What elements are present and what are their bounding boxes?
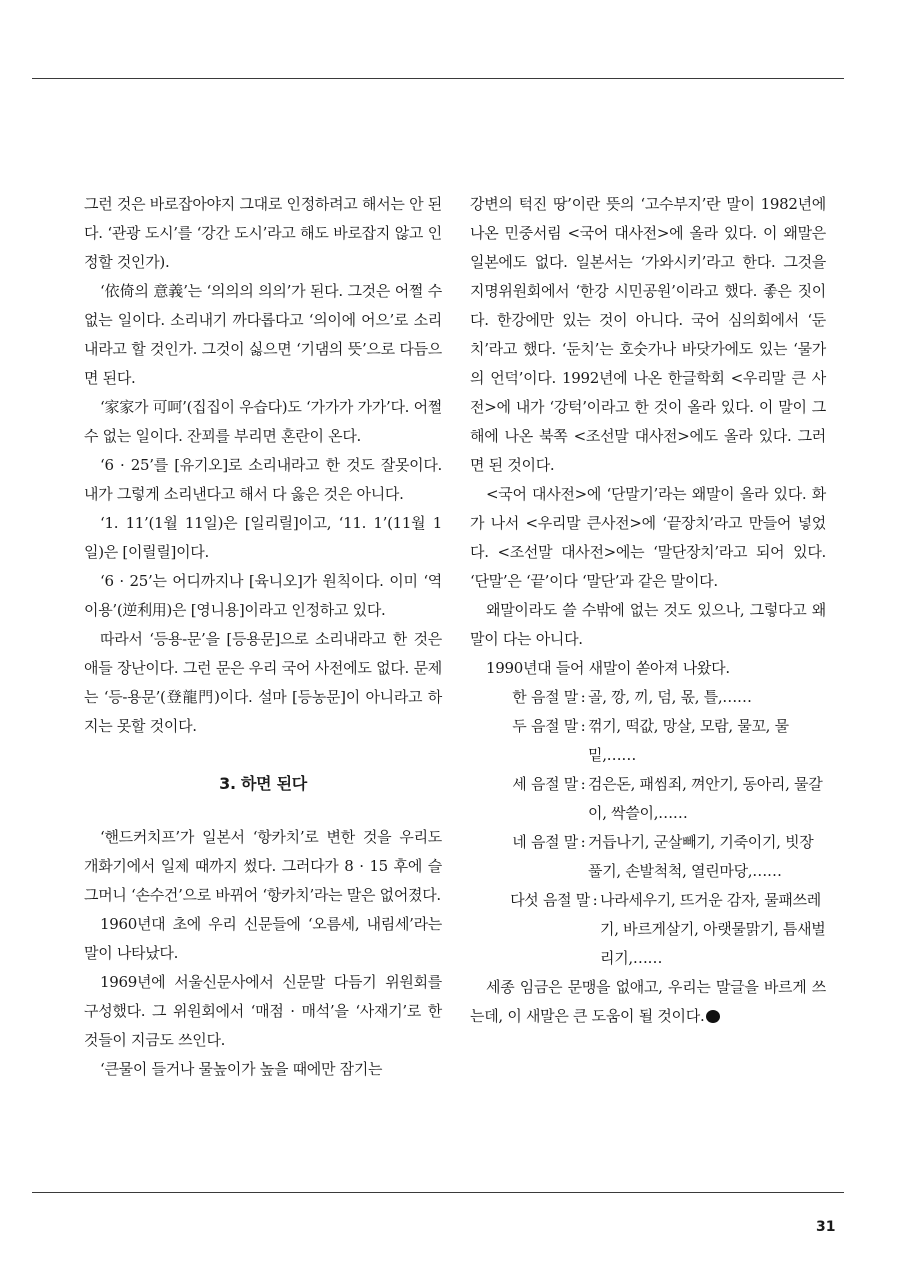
paragraph: 1969년에 서울신문사에서 신문말 다듬기 위원회를 구성했다. 그 위원회에서 ‘매점 · 매석’을 ‘사재기’로 한 것들이 지금도 쓰인다. [84,973,442,1049]
paragraph: 왜말이라도 쓸 수밖에 없는 것도 있으나, 그렇다고 왜말이 다는 아니다. [470,601,826,648]
top-rule [32,78,844,79]
section-heading: 3. 하면 된다 [219,774,307,793]
right-column [470,190,826,1031]
paragraph: 강변의 턱진 땅’이란 뜻의 ‘고수부지’란 말이 1982년에 나온 민중서림 <국어 대사전>에 올라 있다. 이 왜말은 일본에도 없다. 일본서는 ‘가와시키’라고 한다. 그것을 지명위원회에서 ‘한강 시민공원’이라고 했다. 좋은 짓이다. 한강에만 있는 것이 아니다. 국어 심의회에서 ‘둔치’라고 했다. ‘둔치’는 호숫가나 바닷가에도 있는 ‘물가의 언덕’이다. 1992년에 나온 한글학회 <우리말 큰 사전>에 내가 ‘강턱’이라고 한 것이 올라 있다. 이 말이 그 해에 나온 북쪽 <조선말 대사전>에도 올라 있다. 그러면 된 것이다. [470,195,826,474]
page-number: 31 [816,1219,836,1235]
list-item-words: 검은돈, 패씸죄, 껴안기, 동아리, 물갈이, 싹쓸이,…… [588,775,823,822]
list-item-words: 꺾기, 떡값, 망살, 모람, 물꼬, 물밑,…… [588,717,789,764]
list-item-label: 한 음절 말 [512,688,578,706]
paragraph: 1990년대 들어 새말이 쏟아져 나왔다. [486,659,730,677]
end-mark-icon [706,1010,720,1023]
list-item: 두 음절 말 : 꺾기, 떡값, 망살, 모람, 물꼬, 물밑,…… [470,712,826,770]
list-item-label: 다섯 음절 말 [510,891,590,909]
paragraph: ‘6 · 25’를 [유기오]로 소리내라고 한 것도 잘못이다. 내가 그렇게 소리낸다고 해서 다 옳은 것은 아니다. [84,456,442,503]
list-item: 세 음절 말 : 검은돈, 패씸죄, 껴안기, 동아리, 물갈이, 싹쓸이,…… [470,770,826,828]
paragraph: ‘큰물이 들거나 물높이가 높을 때에만 잠기는 [100,1060,383,1078]
paragraph: ‘1. 11’(1월 11일)은 [일리릴]이고, ‘11. 1’(11월 1일)은 [이릴릴]이다. [84,514,442,561]
bottom-rule [32,1192,844,1193]
list-item-label: 네 음절 말 [512,833,578,851]
new-words-list [470,683,826,973]
closing-paragraph [470,973,826,1031]
paragraph: ‘6 · 25’는 어디까지나 [육니오]가 원칙이다. 이미 ‘역이용’(逆利用)은 [영니용]이라고 인정하고 있다. [84,572,442,619]
paragraph: 따라서 ‘등용-문’을 [등용문]으로 소리내라고 한 것은 애들 장난이다. 그런 문은 우리 국어 사전에도 없다. 문제는 ‘등-용문’(登龍門)이다. 설마 [등농문]이 아니라고 하지는 못할 것이다. [84,630,442,735]
list-item: 한 음절 말 : 골, 깡, 끼, 덤, 몫, 틀,…… [470,683,826,712]
paragraph: ‘家家가 可呵’(집집이 우습다)도 ‘가가가 가가’다. 어쩔 수 없는 일이다. 잔꾀를 부리면 혼란이 온다. [84,398,442,445]
left-column [84,190,442,1084]
paragraph: 1960년대 초에 우리 신문들에 ‘오름세, 내림세’라는 말이 나타났다. [84,915,442,962]
list-item-words: 나라세우기, 뜨거운 감자, 물패쓰레기, 바르게살기, 아랫물맑기, 틈새벌리기,…… [600,891,826,967]
list-item: 네 음절 말 : 거듭나기, 군살빼기, 기죽이기, 빗장풀기, 손발척척, 열린마당,…… [470,828,826,886]
paragraph: <국어 대사전>에 ‘단말기’라는 왜말이 올라 있다. 화가 나서 <우리말 큰사전>에 ‘끝장치’라고 만들어 넣었다. <조선말 대사전>에는 ‘말단장치’라고 되어 있다. ‘단말’은 ‘끝’이다 ‘말단’과 같은 말이다. [470,485,826,590]
paragraph: ‘依倚의 意義’는 ‘의의의 의의’가 된다. 그것은 어쩔 수 없는 일이다. 소리내기 까다롭다고 ‘의이에 어으’로 소리내라고 할 것인가. 그것이 싫으면 ‘기댐의 뜻’으로 다듬으면 된다. [84,282,442,387]
list-item-words: 골, 깡, 끼, 덤, 몫, 틀,…… [588,688,752,706]
list-item: 다섯 음절 말 : 나라세우기, 뜨거운 감자, 물패쓰레기, 바르게살기, 아랫물맑기, 틈새벌리기,…… [470,886,826,973]
paragraph: ‘핸드커치프’가 일본서 ‘항카치’로 변한 것을 우리도 개화기에서 일제 때까지 썼다. 그러다가 8 · 15 후에 슬그머니 ‘손수건’으로 바뀌어 ‘항카치’라는 말은 없어졌다. [84,828,442,904]
paragraph: 그런 것은 바로잡아야지 그대로 인정하려고 해서는 안 된다. ‘관광 도시’를 ‘강간 도시’라고 해도 바로잡지 않고 인정할 것인가). [84,195,442,271]
closing-text: 세종 임금은 문맹을 없애고, 우리는 말글을 바르게 쓰는데, 이 새말은 큰 도움이 될 것이다. [470,978,826,1025]
list-item-label: 두 음절 말 [512,717,578,735]
list-item-label: 세 음절 말 [512,775,578,793]
list-item-words: 거듭나기, 군살빼기, 기죽이기, 빗장풀기, 손발척척, 열린마당,…… [588,833,814,880]
